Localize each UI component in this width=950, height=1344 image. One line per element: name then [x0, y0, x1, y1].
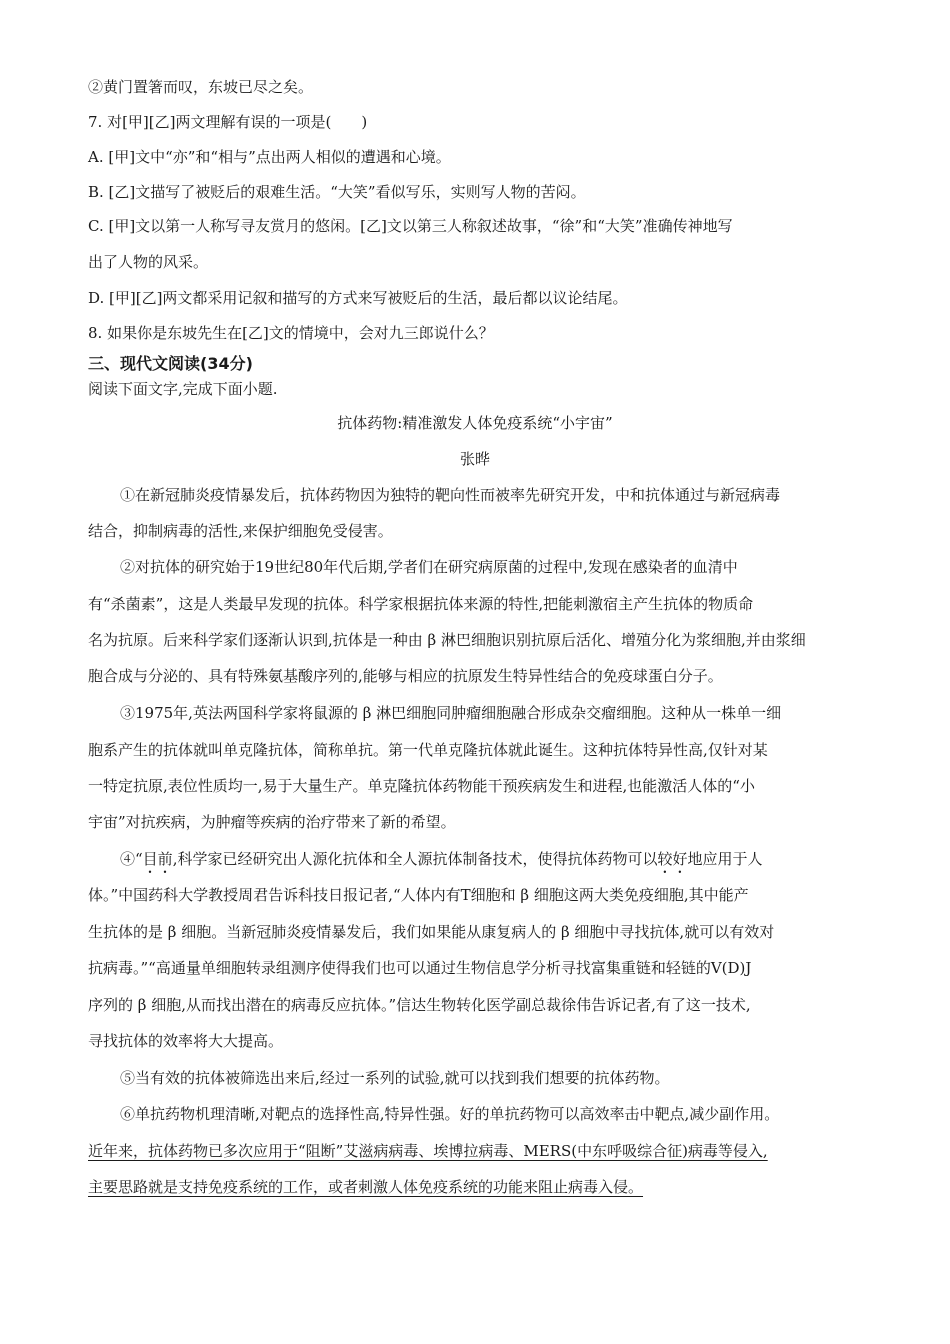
- emphasized-word: 较好: [657, 850, 688, 868]
- paragraph-6-line-2-underlined: 近年来，抗体药物已多次应用于“阻断”艾滋病病毒、埃博拉病毒、MERS(中东呼吸综合征)病毒等侵入,: [88, 1142, 768, 1160]
- section-instruction: 阅读下面文字,完成下面小题.: [88, 380, 278, 398]
- paragraph-1-line-2: 结合，抑制病毒的活性,来保护细胞免受侵害。: [88, 522, 393, 540]
- paragraph-2-line-2: 有“杀菌素”，这是人类最早发现的抗体。科学家根据抗体来源的特性,把能刺激宿主产生抗体的物质命: [88, 595, 754, 613]
- option-c-line-1: C. [甲]文以第一人称写寻友赏月的悠闲。[乙]文以第三人称叙述故事，“徐”和“大笑”准确传神地写: [88, 217, 733, 235]
- paragraph-3-line-1: ③1975年,英法两国科学家将鼠源的 β 淋巴细胞同肿瘤细胞融合形成杂交瘤细胞。这种从一株单一细: [120, 704, 782, 722]
- option-c-line-2: 出了人物的风采。: [88, 253, 209, 271]
- question-7: 7. 对[甲][乙]两文理解有误的一项是( ): [88, 113, 368, 131]
- paragraph-1-line-1: ①在新冠肺炎疫情暴发后，抗体药物因为独特的靶向性而被率先研究开发，中和抗体通过与新冠病毒: [120, 486, 781, 504]
- article-title: 抗体药物:精准激发人体免疫系统“小宇宙”: [337, 414, 613, 432]
- paragraph-4-line-6: 寻找抗体的效率将大大提高。: [88, 1032, 284, 1050]
- paragraph-2-line-3: 名为抗原。后来科学家们逐渐认识到,抗体是一种由 β 淋巴细胞识别抗原后活化、增殖分化为浆细胞,并由浆细: [88, 631, 806, 649]
- emphasized-word: 目前: [142, 850, 173, 868]
- paragraph-2-line-4: 胞合成与分泌的、具有特殊氨基酸序列的,能够与相应的抗原发生特异性结合的免疫球蛋白分子。: [88, 667, 723, 685]
- paragraph-4-text: ,科学家已经研究出人源化抗体和全人源抗体制备技术，使得抗体药物可以: [172, 850, 658, 868]
- paragraph-3-line-2: 胞系产生的抗体就叫单克隆抗体，简称单抗。第一代单克隆抗体就此诞生。这种抗体特异性高,仅针对某: [88, 741, 768, 759]
- paragraph-5: ⑤当有效的抗体被筛选出来后,经过一系列的试验,就可以找到我们想要的抗体药物。: [120, 1069, 670, 1087]
- paragraph-4-line-1: [120, 849, 763, 877]
- paragraph-4-line-3: 生抗体的是 β 细胞。当新冠肺炎疫情暴发后，我们如果能从康复病人的 β 细胞中寻找抗体,就可以有效对: [88, 923, 775, 941]
- option-a: A. [甲]文中“亦”和“相与”点出两人相似的遭遇和心境。: [88, 148, 451, 166]
- paragraph-2-line-1: ②对抗体的研究始于19世纪80年代后期,学者们在研究病原菌的过程中,发现在感染者的血清中: [120, 558, 738, 576]
- paragraph-4-quote-open: ④“: [120, 850, 143, 868]
- section-heading: 三、现代文阅读(34分): [88, 354, 253, 373]
- paragraph-3-line-3: 一特定抗原,表位性质均一,易于大量生产。单克隆抗体药物能干预疾病发生和进程,也能激活人体的“小: [88, 777, 755, 795]
- paragraph-4-line-2: 体。”中国药科大学教授周君告诉科技日报记者,“人体内有T细胞和 β 细胞这两大类免疫细胞,其中能产: [88, 886, 749, 904]
- paragraph-6-line-1: ⑥单抗药物机理清晰,对靶点的选择性高,特异性强。好的单抗药物可以高效率击中靶点,减少副作用。: [120, 1105, 780, 1123]
- article-author: 张晔: [459, 450, 490, 468]
- paragraph-4-text: 地应用于人: [687, 850, 763, 868]
- paragraph-4-line-5: 序列的 β 细胞,从而找出潜在的病毒反应抗体。”信达生物转化医学副总裁徐伟告诉记者,有了这一技术,: [88, 996, 751, 1014]
- passage-line: ②黄门置箸而叹，东坡已尽之矣。: [88, 78, 314, 96]
- option-b: B. [乙]文描写了被贬后的艰难生活。“大笑”看似写乐，实则写人物的苦闷。: [88, 183, 586, 201]
- question-8: 8. 如果你是东坡先生在[乙]文的情境中，会对九三郎说什么？: [88, 324, 494, 342]
- paragraph-4-line-4: 抗病毒。”“高通量单细胞转录组测序使得我们也可以通过生物信息学分析寻找富集重链和轻链的V(D)J: [88, 959, 752, 977]
- paragraph-6-line-3-underlined: 主要思路就是支持免疫系统的工作，或者刺激人体免疫系统的功能来阻止病毒入侵。: [88, 1178, 644, 1196]
- option-d: D. [甲][乙]两文都采用记叙和描写的方式来写被贬后的生活，最后都以议论结尾。: [88, 289, 628, 307]
- paragraph-3-line-4: 宇宙”对抗疾病，为肿瘤等疾病的治疗带来了新的希望。: [88, 813, 456, 831]
